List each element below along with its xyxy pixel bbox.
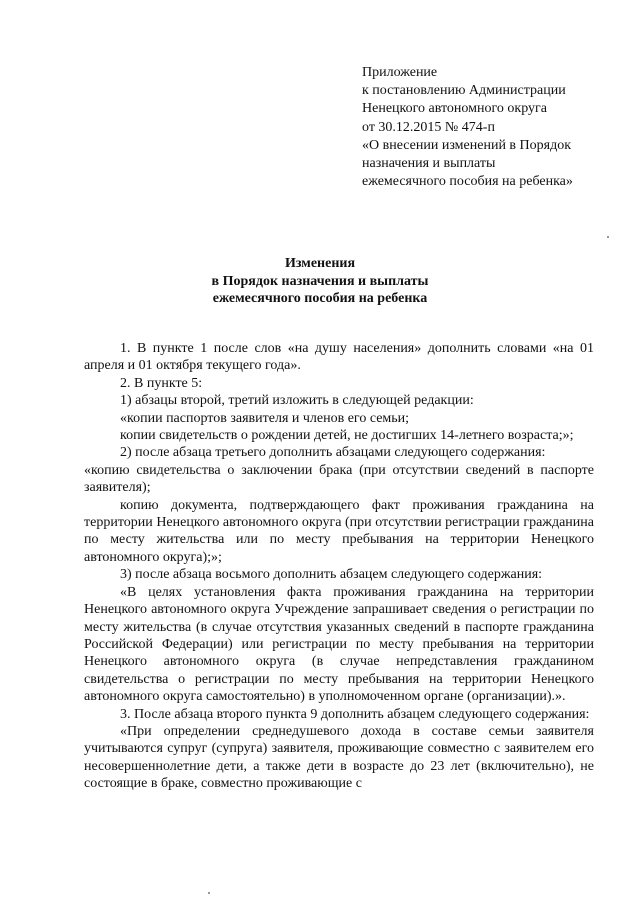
appendix-line-2: к постановлению Администрации <box>362 83 566 99</box>
paragraph-1: 1. В пункте 1 после слов «на душу населения» дополнить словами «на 01 апреля и 01 октября текущего года». <box>84 341 594 374</box>
paragraph-2: 2. В пункте 5: <box>120 375 203 391</box>
paragraph-11: 3. После абзаца второго пункта 9 дополнить абзацем следующего содержания: <box>120 706 590 722</box>
paragraph-10: «В целях установления факта проживания гражданина на территории Ненецкого автономного округа Учреждение запрашивает сведения о регистрации по месту жительства (в случае отсутствия указанных сведений в паспорте гражданина Российской Федерации) или регистрации по месту пребывания на территории Ненецкого автономного округа (в случае непредставления гражданином свидетельства о регистрации по месту пребывания на территории Ненецкого автономного округа самостоятельно) в уполномоченном органе (организации).». <box>84 584 594 705</box>
appendix-line-6: назначения и выплаты <box>362 156 496 172</box>
appendix-line-5: «О внесении изменений в Порядок <box>362 137 572 153</box>
scan-speck <box>607 236 609 238</box>
paragraph-3: 1) абзацы второй, третий изложить в следующей редакции: <box>120 393 474 409</box>
title-line-3: ежемесячного пособия на ребенка <box>212 291 428 306</box>
scan-speck <box>208 892 210 894</box>
appendix-block <box>362 64 632 191</box>
appendix-line-4: от 30.12.2015 № 474-п <box>362 119 495 135</box>
paragraph-5: копии свидетельств о рождении детей, не достигших 14-летнего возраста;»; <box>120 428 574 444</box>
paragraph-8: копию документа, подтверждающего факт проживания гражданина на территории Ненецкого автономного округа (при отсутствии регистрации гражданина по месту жительства или по месту пребывания на территории Ненецкого автономного округа);»; <box>84 497 594 565</box>
title-line-2: в Порядок назначения и выплаты <box>211 273 429 289</box>
document-title <box>0 255 640 308</box>
paragraph-4: «копии паспортов заявителя и членов его семьи; <box>120 410 410 426</box>
document-body <box>84 340 594 793</box>
paragraph-6: 2) после абзаца третьего дополнить абзацами следующего содержания: <box>120 445 546 461</box>
paragraph-12: «При определении среднедушевого дохода в составе семьи заявителя учитываются супруг (супруга) заявителя, проживающие совместно с заявителем его несовершеннолетние дети, а также дети в возрасте до 23 лет (включительно), не состоящие в браке, совместно проживающие с <box>84 723 594 792</box>
appendix-line-1: Приложение <box>362 65 438 80</box>
appendix-line-3: Ненецкого автономного округа <box>362 101 547 117</box>
title-line-1: Изменения <box>284 256 356 271</box>
paragraph-9: 3) после абзаца восьмого дополнить абзацем следующего содержания: <box>120 567 543 583</box>
appendix-line-7: ежемесячного пособия на ребенка» <box>362 174 573 190</box>
paragraph-7: «копию свидетельства о заключении брака (при отсутствии сведений в паспорте заявителя); <box>84 462 594 496</box>
